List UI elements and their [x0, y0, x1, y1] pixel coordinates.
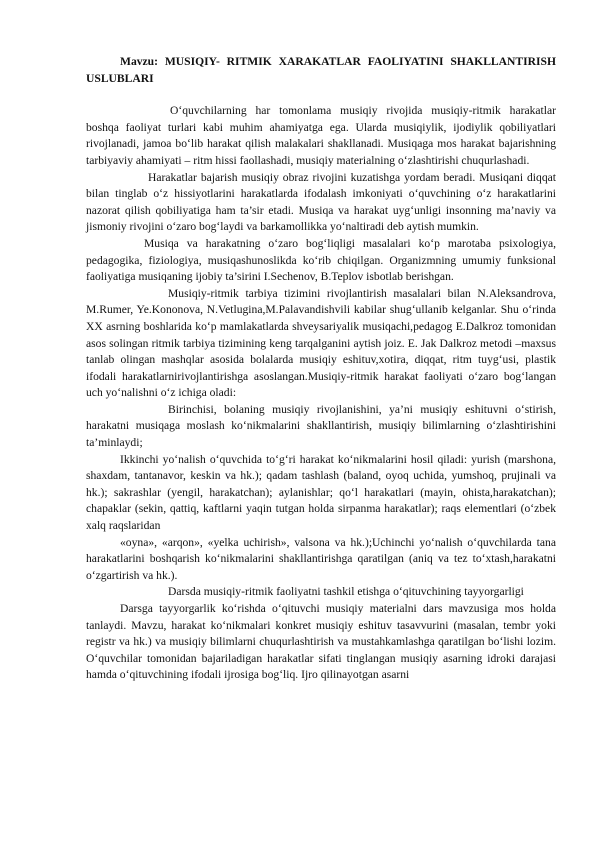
title-label: Mavzu:: [120, 55, 158, 68]
paragraph-6: Ikkinchi yo‘nalish o‘quvchida to‘g‘ri harakat ko‘nikmalarini hosil qiladi: yurish (marshona, shaxdam, tantanavor, keskin va hk.); qadam tashlash (baland, oyoq uchida, yumshoq, prujinali va hk.); sakrashlar (yengil, harakatchan); aylanishlar; qo‘l harakatlari (mayin, ohista,harakatchan); chapaklar (sekin, qattiq, kaftlarni yaqin tutgan holda sirpanma harakatlar); raqs elementlari (o‘zbek xalq raqslaridan: [86, 452, 556, 533]
paragraph-7: «oyna», «arqon», «yelka uchirish», valsona va hk.);Uchinchi yo‘nalish o‘quvchilarda tana harakatlarini boshqarish ko‘nikmalarini shakllantirishga qaratilgan (aniq va tez to‘xtash,harakatni o‘zgartirish va hk.).: [86, 535, 556, 582]
paragraph-3: Musiqa va harakatning o‘zaro bog‘liqligi masalalari ko‘p marotaba psixologiya, pedagogika, fiziologiya, musiqashunoslikda ko‘rib chiqilgan. Organizmning umumiy funksional faoliyatiga musiqaning ijobiy ta’sirini I.Sechenov, B.Teplov isbotlab berishgan.: [86, 236, 556, 284]
paragraph-9: Darsga tayyorgarlik ko‘rishda o‘qituvchi musiqiy materialni dars mavzusiga mos holda tanlaydi. Mavzu, harakat ko‘nikmalari konkret musiqiy eshituv tasavvurini (masalan, tembr yoki registr va hk.) va musiqiy bilimlarni chuqurlashtirish va mustahkamlashga qaratilgan bo‘lishi lozim. O‘quvchilar tomonidan bajariladigan harakatlar sifati tinglangan musiqiy asarning idroki darajasi hamda o‘qituvchining ifodali ijrosiga bog‘liq. Ijro qilinayotgan asarni: [86, 602, 556, 682]
paragraph-2: Harakatlar bajarish musiqiy obraz rivojini kuzatishga yordam beradi. Musiqani diqqat bilan tinglab o‘z hissiyotlarini harakatlarda ifodalash imkoniyati o‘quvchining o‘z harakatlarini nazorat qilish qobiliyatiga ham ta’sir etadi. Musiqa va harakat uyg‘unligi insonning ma’naviy va jismoniy rivojini o‘zaro bog‘laydi va barkamollikka yo‘naltiradi deb aytish mumkin.: [86, 170, 556, 234]
document-page: [86, 54, 556, 684]
document-title: [86, 54, 556, 87]
title-text: MUSIQIY- RITMIK XARAKATLAR FAOLIYATINI SHAKLLANTIRISH USLUBLARI: [86, 55, 557, 85]
paragraph-5: Birinchisi, bolaning musiqiy rivojlanishini, ya’ni musiqiy eshituvni o‘stirish, harakatni musiqaga moslash ko‘nikmalarini shakllantirish, musiqiy bilimlarning o‘zlashtirishini ta’minlaydi;: [86, 402, 556, 450]
paragraph-4: Musiqiy-ritmik tarbiya tizimini rivojlantirish masalalari bilan N.Aleksandrova, M.Rumer, Ye.Kononova, N.Vetlugina,M.Palavandishvili kabilar shug‘ullanib kelganlar. Shu o‘rinda XX asrning boshlarida ko‘p mamlakatlarda shveysariyalik musiqachi,pedagog E.Dalkroz tomonidan asos solingan ritmik tarbiya tizimining keng tarqalganini aytish joiz. E. Jak Dalkroz metodi –maxsus tanlab olingan mashqlar asosida bolalarda musiqiy eshituv,xotira, diqqat, ritm tuyg‘usi, plastik ifodali harakatlarnirivojlantirishga asoslangan.Musiqiy-ritmik harakat faoliyati o‘zaro bog‘langan uch yo‘nalishni o‘z ichiga oladi:: [86, 286, 556, 400]
paragraph-1: O‘quvchilarning har tomonlama musiqiy rivojida musiqiy-ritmik harakatlar boshqa faoliyat turlari kabi muhim ahamiyatga ega. Ularda musiqiylik, ijodiylik qobiliyatlari rivojlanadi, jamoa bo‘lib harakat qilish malakalari shakllanadi. Musiqaga mos harakat bajarishning tarbiyaviy ahamiyati – ritm hissi faollashadi, musiqiy materialning o‘zlashtirishi chuqurlashadi.: [86, 104, 556, 167]
paragraph-8: Darsda musiqiy-ritmik faoliyatni tashkil etishga o‘qituvchining tayyorgarligi: [168, 585, 524, 599]
